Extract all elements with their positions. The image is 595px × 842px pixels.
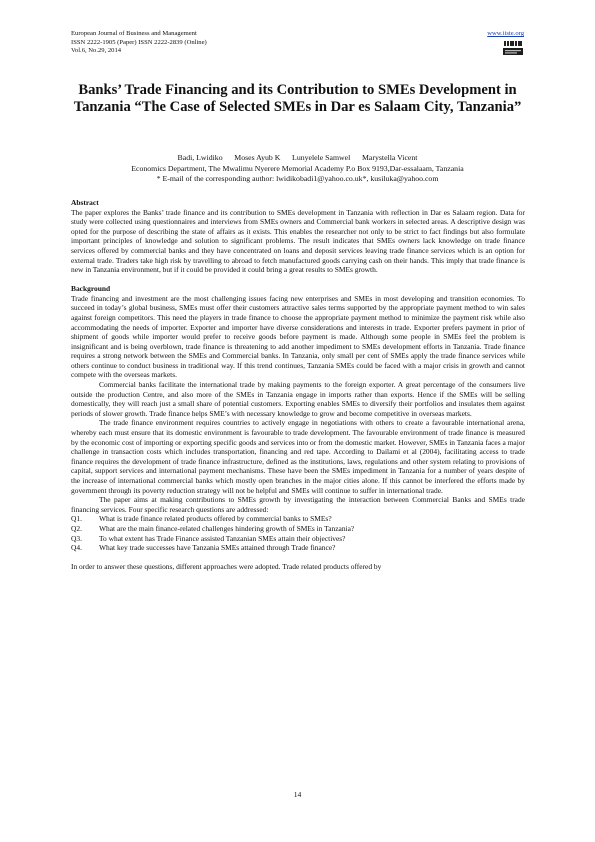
background-paragraph: Trade financing and investment are the most challenging issues facing new enterprises and SMEs in most developing and transition economies. To succeed in today’s global business, SMEs must offer their customers attractive sales terms supported by the appropriate payment method to win sales against foreign competitors. This need the players in trade finance to choose the appropriate payment method to minimize the payment risk while also accommodating the needs of importer. Exporter and importer have diverse considerations and interests in trade. Exporter prefers payment in prior of shipment of goods while importer would prefer to receive goods before payment is made. Although some people in SMEs feel the problem is insignificant and is being overblown, trade finance is threatening to add another impediment to SMEs development efforts in Tanzania. Trade finance requires a strong network between the SMEs and Commercial banks. In Tanzania, only small per cent of SMEs apply the trade finance services while others continue to conduct business in traditional way. If this trend continues, Tanzania SMEs could be faced with a major crisis in growth and cannot compete with the overseas markets. xyxy=(71,293,525,380)
abstract-heading: Abstract xyxy=(71,198,99,207)
page-number: 14 xyxy=(293,790,302,799)
journal-website-link[interactable]: www.iiste.org xyxy=(487,30,524,37)
corresponding-email: * E-mail of the corresponding author: lwidikobadi1@yahoo.co.uk*, kusiluka@yahoo.com xyxy=(156,174,439,184)
question-number: Q3. xyxy=(71,533,82,543)
closing-paragraph: In order to answer these questions, different approaches were adopted. Trade related products offered by xyxy=(71,562,382,572)
question-text: What are the main finance-related challenges hindering growth of SMEs in Tanzania? xyxy=(99,523,355,533)
author-affiliation: Economics Department, The Mwalimu Nyerere Memorial Academy P.o Box 9193,Dar-essalaam, Tanzania xyxy=(131,163,464,173)
research-question xyxy=(71,524,525,534)
journal-header xyxy=(71,30,207,56)
background-paragraph: Commercial banks facilitate the international trade by making payments to the foreign exporter. A great percentage of the consumers live outside the production Centre, and also more of the SMEs in Tanzania engage in imports rather than exports. Hence if the SMEs will be selling domestically, they will reach just a small share of potential customers. Exporting enables SMEs to diversify their portfolios and insulates them against periods of slower growth. Trade finance helps SME’s with necessary knowledge to grow and become competitive in overseas markets. xyxy=(71,380,525,418)
background-heading: Background xyxy=(71,284,111,294)
question-text: What key trade successes have Tanzania SMEs attained through Trade finance? xyxy=(99,543,336,553)
author-block xyxy=(71,153,524,185)
research-question xyxy=(71,514,525,524)
abstract-text: The paper explores the Banks’ trade finance and its contribution to SMEs development in Tanzania with reflection in Dar es Salaam region. Data for study were collected using questionnaires and interviews from SMEs owners and Commercial bank workers in selected areas. A descriptive design was opted for the purpose of describing the state of affairs as it exists. This enables the researcher not only to be strict to fact findings but also formulate important principles of knowledge and solution to significant problems. The result indicates that SMEs owners lack knowledge on trade finance services offered by commercial banks and they have concentrated on loans and deposit services leaving trade finance services which is an option for external trade. Traders take high risk by travelling to abroad to fetch manufactured goods carrying cash on their hands. This imply that trade finance is new in Tanzania environment, but if it could be provided it could bring a great results to SMEs growth. xyxy=(71,207,525,275)
volume-line: Vol.6, No.29, 2014 xyxy=(71,47,122,55)
paper-title: Banks’ Trade Financing and its Contribution to SMEs Development in Tanzania “The Case of Selected SMEs in Dar es Salaam City, Tanzania” xyxy=(73,82,522,116)
iiste-logo xyxy=(502,40,524,56)
issn-line: ISSN 2222-1905 (Paper) ISSN 2222-2839 (Online) xyxy=(71,38,207,46)
question-number: Q1. xyxy=(71,514,82,524)
research-question xyxy=(71,534,525,544)
journal-name: European Journal of Business and Management xyxy=(71,30,197,37)
paper-body xyxy=(71,198,525,572)
research-question xyxy=(71,543,525,553)
background-paragraph: The paper aims at making contributions to SMEs growth by investigating the interaction between Commercial Banks and SMEs trade financing services. Four specific research questions are addressed: xyxy=(71,495,525,514)
iiste-logo-icon xyxy=(502,40,524,56)
question-number: Q4. xyxy=(71,543,82,553)
question-number: Q2. xyxy=(71,523,82,533)
question-text: What is trade finance related products offered by commercial banks to SMEs? xyxy=(99,514,332,524)
author-names: Badi, Lwidiko Moses Ayub K Lunyelele Samwel Marystella Vicent xyxy=(177,153,418,162)
background-paragraph: The trade finance environment requires countries to actively engage in negotiations with others to create a favourable international arena, whereby each must ensure that its domestic environment is favourable to trade development. The favourable environment of trade finance is measured by the economic cost of importing or exporting specific goods and services into or from the domestic market. However, SMEs in Tanzania faces a major challenge in transaction costs which includes transportation, financing and red tape. According to Dailami et al (2004), facilitating access to trade finance requires the development of trade finance infrastructure, defined as the institutions, laws, regulations and other system relating to provisions of capital, support services and international payment mechanisms. These have been the SMEs impediment in Tanzania for a number of years despite of the increase of international commercial banks which mostly open branches in the major cities alone. If this cannot be interfered the efforts made by government through its poverty reduction strategy will not be helpful and SMEs will continue to suffer in international trade. xyxy=(71,418,525,495)
question-text: To what extent has Trade Finance assisted Tanzanian SMEs attain their objectives? xyxy=(99,533,346,543)
